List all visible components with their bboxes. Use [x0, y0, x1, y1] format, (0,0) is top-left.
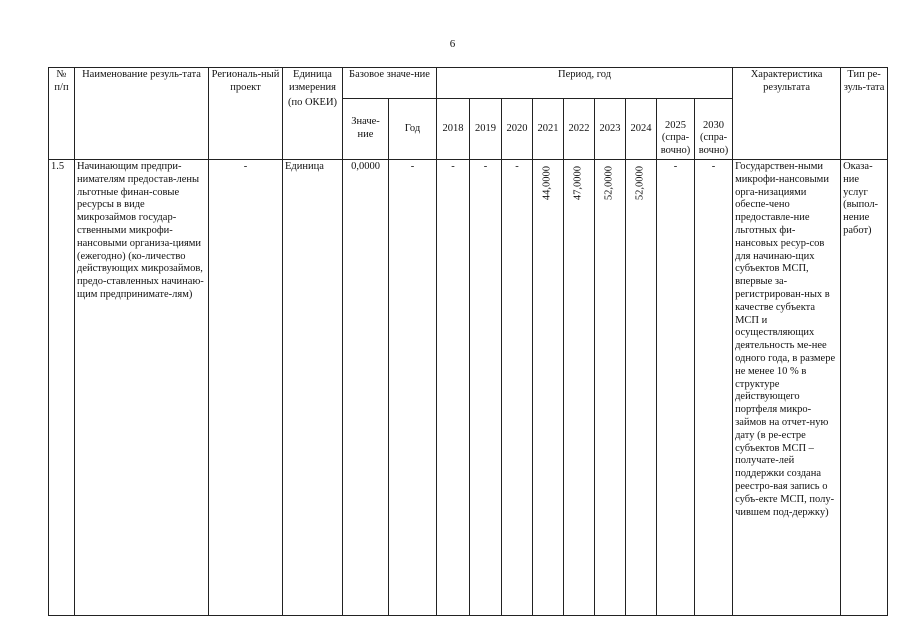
row-name: Начинающим предпри-нимателям предостав-лены льготные финан-совые ресурсы в виде микрозаймов государ-ственными микрофи-нансовыми организа-циями (ежегодно) (ко-личество действующих микрозаймов, предо-ставленных начинаю-щим предпринимате-лям) [75, 160, 209, 616]
table-row [49, 160, 888, 616]
row-characteristic: Государствен-ными микрофи-нансовыми орга-низациями обеспе-чено предоставле-ние льготных фи-нансовых ресур-сов для начинаю-щих субъектов МСП, впервые за-регистрирован-ных в качестве субъекта МСП и осуществляющих деятельность ме-нее одного года, в размере не менее 10 % в структуре действующего портфеля микро-займов на отчет-ную дату (в ре-естре субъектов МСП – получате-лей поддержки создана реестро-вая запись о субъ-екте МСП, полу-чившем под-держку) [733, 160, 841, 616]
unit-header-title: Единица измерения [289, 69, 336, 93]
row-year-2024 [626, 160, 657, 616]
row-year-2030: - [695, 160, 733, 616]
page-number: 6 [449, 38, 456, 50]
year-header-2021: 2021 [533, 99, 564, 160]
value-2021: 44,0000 [541, 166, 553, 201]
year-header-2024: 2024 [626, 99, 657, 160]
year-header-2022: 2022 [564, 99, 595, 160]
row-base-value: 0,0000 [343, 160, 389, 616]
col-type-header: Тип ре-зуль-тата [841, 68, 888, 160]
row-year-2023 [595, 160, 626, 616]
col-characteristic-header: Характеристика результата [733, 68, 841, 160]
results-table [48, 67, 888, 616]
row-num: 1.5 [49, 160, 75, 616]
row-regional: - [209, 160, 283, 616]
year-header-2030: 2030 (спра-вочно) [695, 99, 733, 160]
col-unit-header [283, 68, 343, 160]
unit-header-sub: (по ОКЕИ) [287, 96, 338, 108]
value-2024: 52,0000 [634, 166, 646, 201]
col-base-header: Базовое значе-ние [343, 68, 437, 99]
row-year-2020: - [502, 160, 533, 616]
value-2023: 52,0000 [603, 166, 615, 201]
col-regional-header: Региональ-ный проект [209, 68, 283, 160]
year-header-2018: 2018 [437, 99, 470, 160]
col-name-header: Наименование резуль-тата [75, 68, 209, 160]
year-header-2020: 2020 [502, 99, 533, 160]
row-year-2018: - [437, 160, 470, 616]
base-value-header: Значе-ние [343, 99, 389, 160]
base-year-header: Год [389, 99, 437, 160]
col-num-header: № п/п [49, 68, 75, 160]
row-base-year: - [389, 160, 437, 616]
row-year-2025: - [657, 160, 695, 616]
year-header-2025: 2025 (спра-вочно) [657, 99, 695, 160]
value-2022: 47,0000 [572, 166, 584, 201]
year-header-2023: 2023 [595, 99, 626, 160]
row-year-2021 [533, 160, 564, 616]
row-type: Оказа-ние услуг (выпол-нение работ) [841, 160, 888, 616]
row-unit: Единица [283, 160, 343, 616]
year-header-2019: 2019 [470, 99, 502, 160]
row-year-2022 [564, 160, 595, 616]
row-year-2019: - [470, 160, 502, 616]
col-period-header: Период, год [437, 68, 733, 99]
